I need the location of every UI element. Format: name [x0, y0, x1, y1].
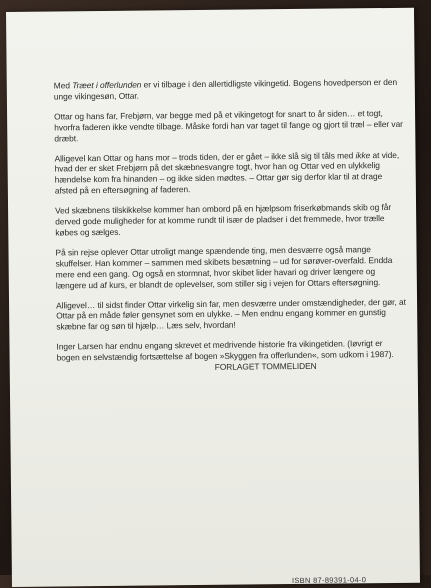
- blurb-paragraph-1: [54, 77, 404, 102]
- blurb-p3-emphasis: ikke: [355, 149, 371, 160]
- blurb-p3-start: Alligevel kan Ottar og hans mor – trods tiden, der er gået – ikke slå sig til tåls med: [54, 149, 356, 164]
- blurb-p1-intro: Med: [53, 80, 73, 91]
- blurb-p3-rest: at vide, hvad der er sket Frebjørn på det skæbnesvangre togt, hvor han og Ottar ved en ulykkelig hændelse kom fra hinanden – og ikke siden mødtes. – Ottar gør sig derfor klar til at drage afsted på en eftersøgning af faderen.: [54, 149, 400, 196]
- blurb-paragraph-4: Ved skæbnens tilskikkelse kommer han ombord på en hjælpsom friserkøbmands skib og får derved gode muligheder for at komme rundt til især de pladser i det fremmede, hvor trælle købes og sælges.: [55, 202, 392, 238]
- blurb-paragraph-6: Alligevel… til sidst finder Ottar virkelig sin far, men desværre under omstændigheder, der gør, at Ottar på en måde føler gensynet som en ulykke. – Men endnu engang kommer en gunstig skæbne far og søn til hjælp… Læs selv, hvordan!: [56, 296, 406, 332]
- publisher-name: FORLAGET TOMMELIDEN: [214, 360, 317, 372]
- blurb-paragraph-2: Ottar og hans far, Frebjørn, var begge med på et vikingetogt for snart to år siden… et togt, hvorfra faderen ikke vendte tilbage. Måske fordi han var taget til fange og gjort til træl – eller var dræbt.: [54, 107, 403, 144]
- book-back-cover: [6, 8, 420, 587]
- blurb-p1-rest: er vi tilbage i den allertidligste vikingetid. Bogens hovedperson er den unge vikingesøn, Ottar.: [53, 76, 398, 102]
- isbn-number: ISBN 87-89391-04-0: [291, 575, 367, 586]
- blurb-paragraph-3: [54, 149, 404, 196]
- blurb-paragraph-5: På sin rejse oplever Ottar utroligt mange spændende ting, men desværre også mange skuffelser. Han kommer – sammen med skibets besætning – ud for sørøver-overfald. Endda mere end een gang. Og også en stormnat, hvor skibet lider havari og driver længere og længere ud af kurs, er blandt de oplevelser, som stiller sig i vejen for Ottars eftersøgning.: [55, 244, 393, 291]
- book-title-reference: Træet i offerlunden: [72, 79, 142, 91]
- blurb-text: [54, 77, 407, 375]
- blurb-paragraph-7: Inger Larsen har endnu engang skrevet et medrivende historie fra vikingetiden. (Iøvrigt er bogen en selvstændig fortsættelse af bogen »Skyggen fra offerlunden«, som udkom i 1987).: [56, 338, 394, 363]
